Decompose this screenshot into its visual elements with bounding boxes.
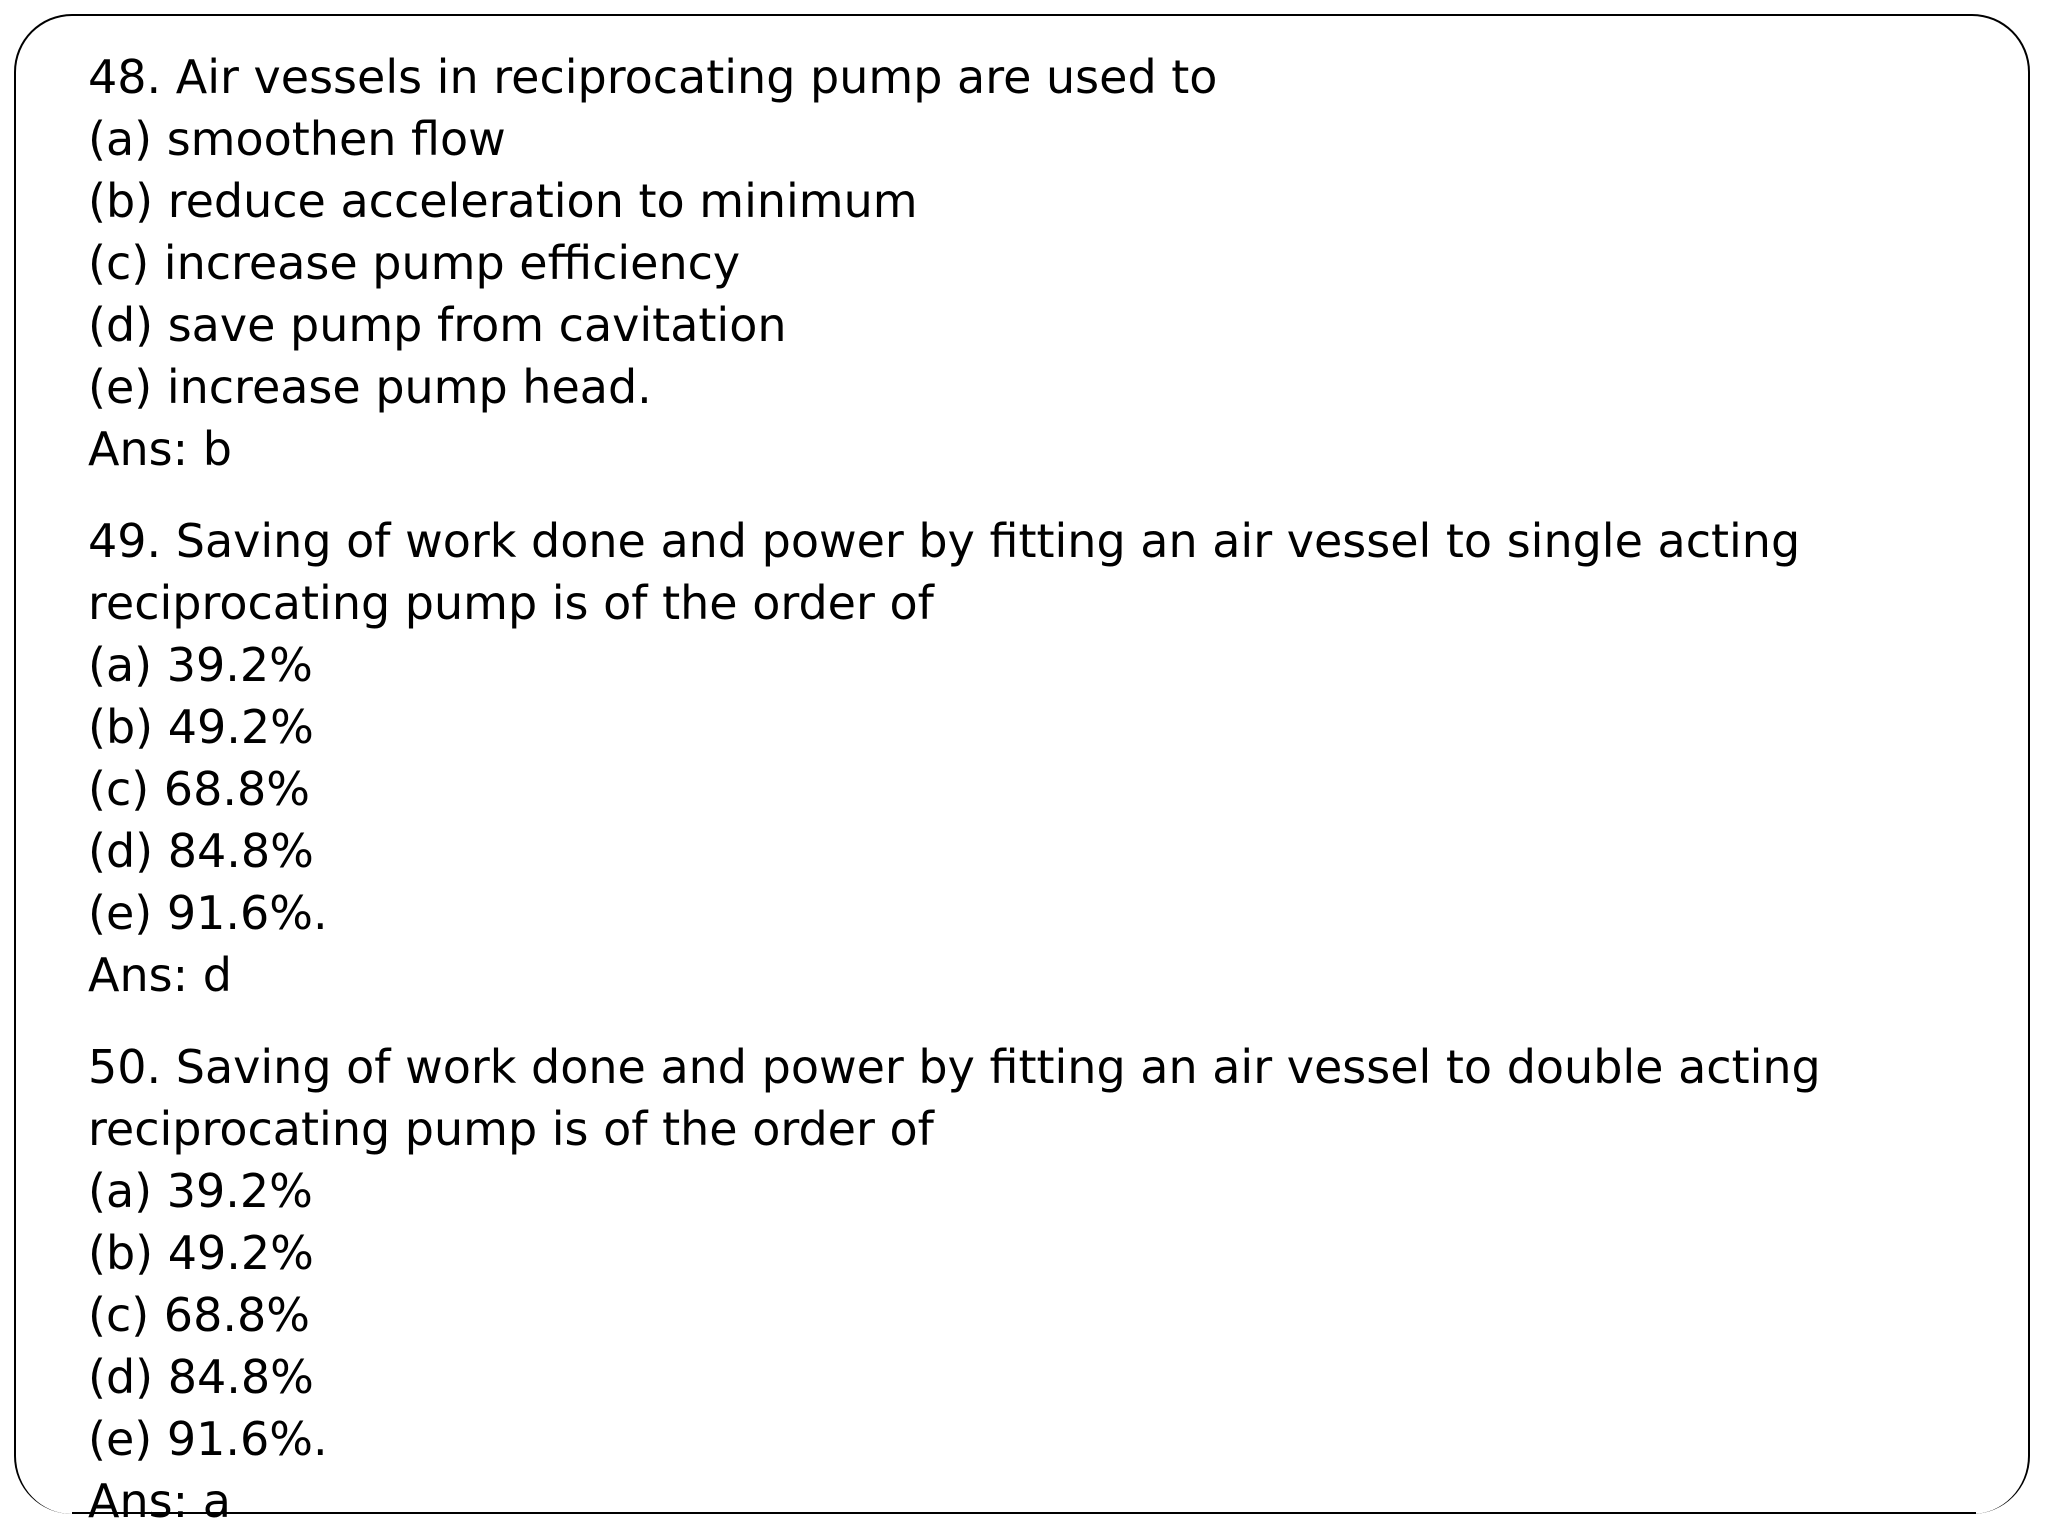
- question-prompt-continued: reciprocating pump is of the order of: [88, 576, 934, 630]
- option-e: (e) 91.6%.: [88, 1412, 328, 1466]
- option-e: (e) 91.6%.: [88, 886, 328, 940]
- answer: Ans: a: [88, 1474, 231, 1528]
- slide-content: [88, 46, 1988, 1532]
- option-b: (b) 49.2%: [88, 700, 314, 754]
- option-a: (a) 39.2%: [88, 638, 313, 692]
- option-b: (b) reduce acceleration to minimum: [88, 174, 918, 228]
- question-prompt: 48. Air vessels in reciprocating pump are used to: [88, 50, 1218, 104]
- option-d: (d) 84.8%: [88, 1350, 314, 1404]
- option-e: (e) increase pump head.: [88, 360, 652, 414]
- option-c: (c) 68.8%: [88, 1288, 310, 1342]
- answer: Ans: d: [88, 948, 232, 1002]
- question-50: [88, 1036, 1988, 1532]
- option-a: (a) smoothen flow: [88, 112, 506, 166]
- question-49: [88, 510, 1988, 1006]
- question-prompt-continued: reciprocating pump is of the order of: [88, 1102, 934, 1156]
- question-prompt: 50. Saving of work done and power by fitting an air vessel to double acting: [88, 1040, 1821, 1094]
- question-prompt: 49. Saving of work done and power by fitting an air vessel to single acting: [88, 514, 1801, 568]
- question-48: [88, 46, 1988, 480]
- option-a: (a) 39.2%: [88, 1164, 313, 1218]
- option-c: (c) 68.8%: [88, 762, 310, 816]
- answer: Ans: b: [88, 422, 232, 476]
- option-c: (c) increase pump efficiency: [88, 236, 741, 290]
- option-d: (d) 84.8%: [88, 824, 314, 878]
- option-b: (b) 49.2%: [88, 1226, 314, 1280]
- option-d: (d) save pump from cavitation: [88, 298, 787, 352]
